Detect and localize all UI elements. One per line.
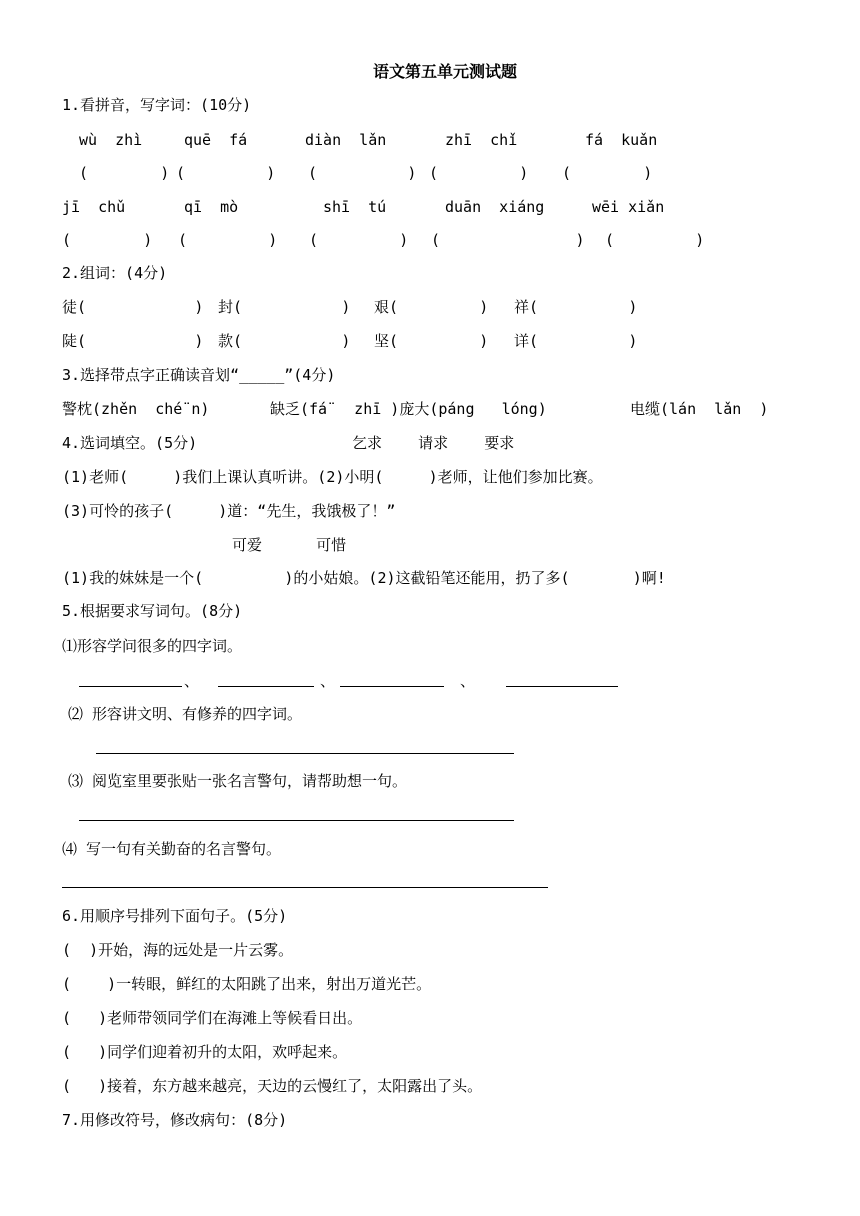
q3-item-3: 电缆(lán lǎn ) — [630, 400, 769, 418]
q1-pinyin-1-5: fá kuǎn — [585, 131, 658, 149]
q1-pinyin-1-2: quē fá — [184, 131, 248, 149]
q1-pinyin-1-1: wù zhì — [79, 131, 143, 149]
q4-sentence-3: (1)我的妹妹是一个( )的小姑娘。(2)这截铅笔还能用，扔了多( )啊! — [62, 569, 666, 587]
q5-answer-line-1c — [340, 686, 444, 687]
q6-item-5: ( )接着，东方越来越亮，天边的云慢红了，太阳露出了头。 — [62, 1077, 483, 1095]
q4-word-choices-2: 可爱 可惜 — [232, 536, 347, 554]
q5-answer-line-1d — [506, 686, 618, 687]
q2-item-2-3: 坚( ) — [374, 332, 489, 350]
q5-heading: 5.根据要求写词句。(8分) — [62, 602, 243, 620]
q1-blank-2-4: ( ) — [431, 231, 585, 249]
q1-blank-1-3: ( ) — [308, 164, 417, 182]
q6-item-3: ( )老师带领同学们在海滩上等候看日出。 — [62, 1009, 363, 1027]
q3-item-1: 警枕(zhěn ché¨n) — [62, 400, 210, 418]
q1-pinyin-2-5: wēi xiǎn — [592, 198, 665, 216]
q2-item-1-4: 祥( ) — [514, 298, 638, 316]
q1-pinyin-2-2: qī mò — [184, 198, 239, 216]
q1-heading: 1.看拼音，写字词：(10分) — [62, 96, 252, 114]
q6-item-4: ( )同学们迎着初升的太阳，欢呼起来。 — [62, 1043, 348, 1061]
q2-item-2-4: 详( ) — [514, 332, 638, 350]
q1-blank-2-2: ( ) — [178, 231, 278, 249]
q5-sub-3: ⑶ 阅览室里要张贴一张名言警句，请帮助想一句。 — [68, 772, 408, 790]
q5-separator-c: 、 — [460, 672, 476, 690]
q1-blank-1-5: ( ) — [562, 164, 653, 182]
q4-word-choices-1: 乞求 请求 要求 — [352, 434, 515, 452]
q3-heading: 3.选择带点字正确读音划“_____”(4分) — [62, 366, 336, 384]
q1-blank-1-4: ( ) — [429, 164, 529, 182]
q2-item-1-1: 徒( ) — [62, 298, 204, 316]
q1-blank-1-2: ( ) — [176, 164, 276, 182]
q5-answer-line-3 — [79, 820, 514, 821]
q6-item-1: ( )开始，海的远处是一片云雾。 — [62, 941, 294, 959]
q6-heading: 6.用顺序号排列下面句子。(5分) — [62, 907, 288, 925]
q5-sub-1: ⑴形容学问很多的四字词。 — [62, 637, 243, 655]
q1-blank-2-5: ( ) — [605, 231, 705, 249]
q1-blank-2-3: ( ) — [309, 231, 409, 249]
q4-sentence-1: (1)老师( )我们上课认真听讲。(2)小明( )老师，让他们参加比赛。 — [62, 468, 603, 486]
q5-sub-4: ⑷ 写一句有关勤奋的名言警句。 — [62, 840, 282, 858]
q1-pinyin-2-1: jī chǔ — [62, 198, 126, 216]
q2-item-1-3: 艰( ) — [374, 298, 489, 316]
q7-heading: 7.用修改符号，修改病句：(8分) — [62, 1111, 288, 1129]
q4-heading: 4.选词填空。(5分) — [62, 434, 198, 452]
q5-answer-line-1a — [79, 686, 182, 687]
page-title: 语文第五单元测试题 — [373, 62, 518, 81]
q1-pinyin-2-3: shī tú — [323, 198, 387, 216]
q1-pinyin-1-3: diàn lǎn — [305, 131, 387, 149]
q5-separator-a: 、 — [184, 672, 200, 690]
q5-answer-line-1b — [218, 686, 314, 687]
q5-separator-b: 、 — [320, 672, 336, 690]
q2-item-1-2: 封( ) — [218, 298, 351, 316]
q1-blank-1-1: ( ) — [79, 164, 170, 182]
q4-sentence-2: (3)可怜的孩子( )道：“先生，我饿极了！” — [62, 502, 396, 520]
q5-sub-2: ⑵ 形容讲文明、有修养的四字词。 — [68, 705, 303, 723]
q5-answer-line-2 — [96, 753, 514, 754]
q1-pinyin-1-4: zhī chǐ — [445, 131, 518, 149]
q2-item-2-1: 陡( ) — [62, 332, 204, 350]
q6-item-2: ( )一转眼，鲜红的太阳跳了出来，射出万道光芒。 — [62, 975, 432, 993]
q5-answer-line-4 — [62, 887, 548, 888]
q2-item-2-2: 款( ) — [218, 332, 351, 350]
q2-heading: 2.组词：(4分) — [62, 264, 168, 282]
q1-blank-2-1: ( ) — [62, 231, 153, 249]
q1-pinyin-2-4: duān xiáng — [445, 198, 545, 216]
q3-item-2: 缺乏(fá¨ zhī )庞大(páng lóng) — [270, 400, 547, 418]
